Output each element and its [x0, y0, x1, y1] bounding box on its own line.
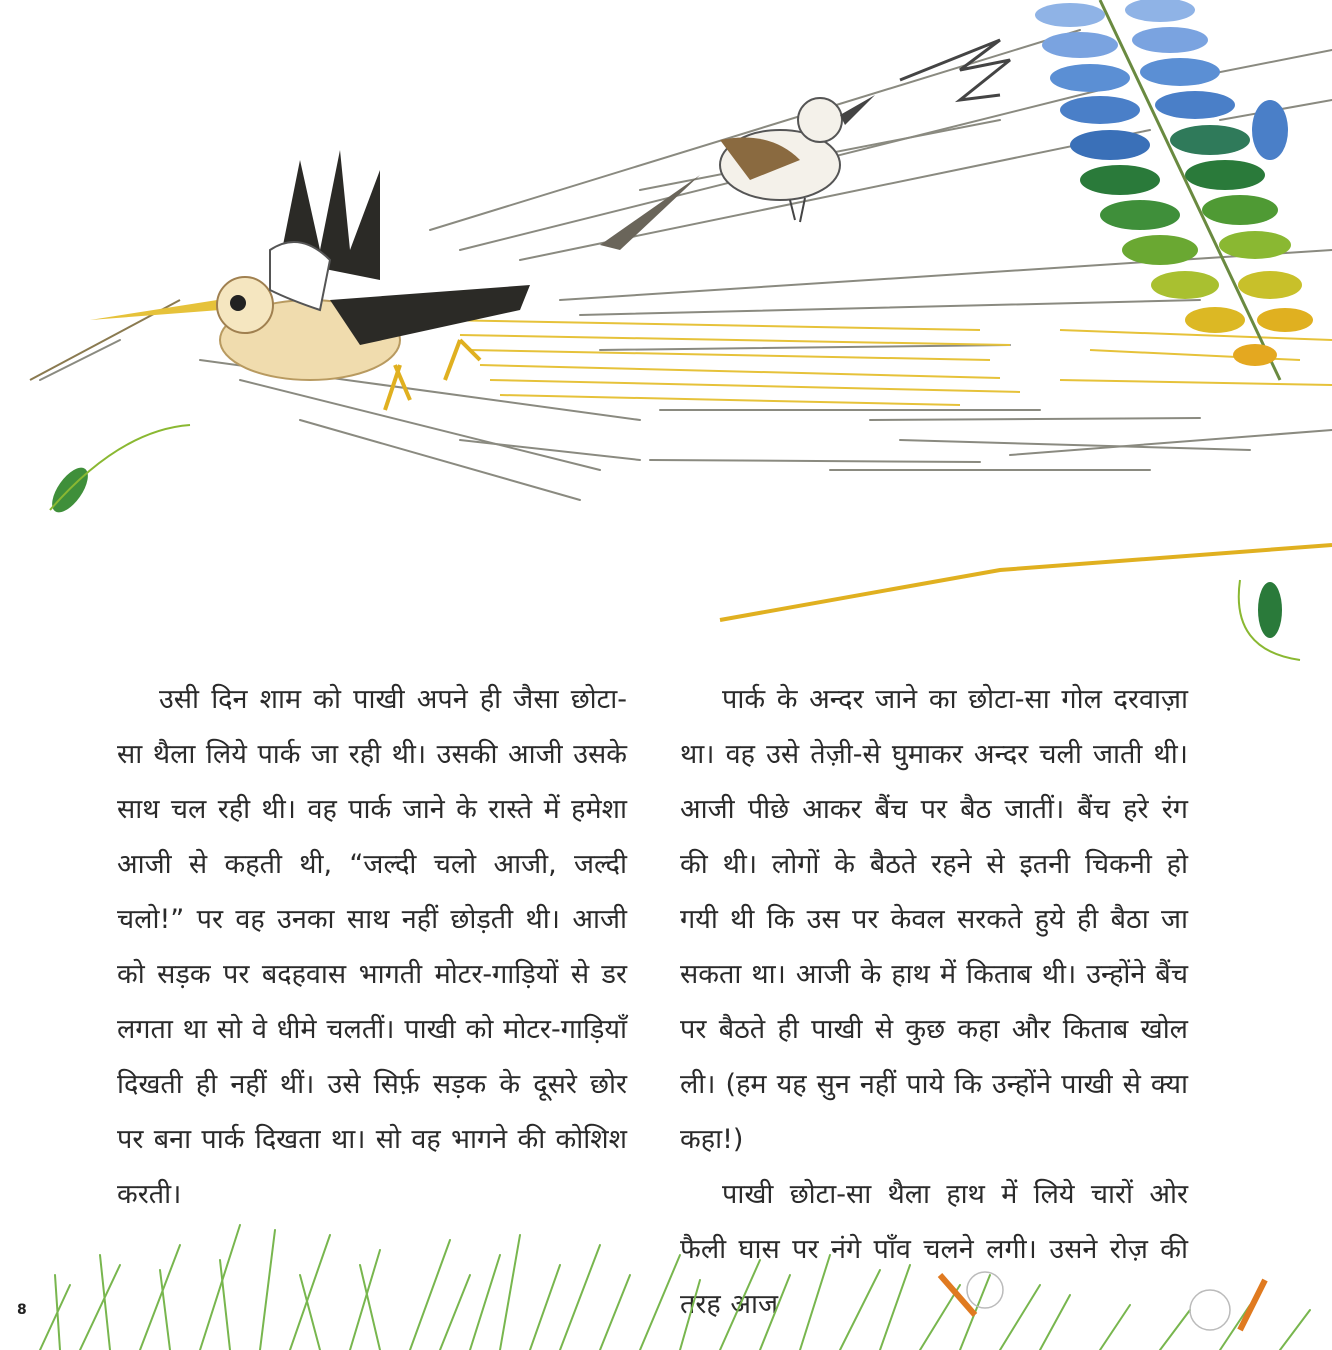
page-number: 8 [17, 1302, 27, 1318]
paragraph: उसी दिन शाम को पाखी अपने ही जैसा छोटा-सा थैला लिये पार्क जा रही थी। उसकी आजी उसके साथ चल रही थी। वह पार्क जाने के रास्ते में हमेशा आजी से कहती थी, “जल्दी चलो आजी, जल्दी चलो!” पर वह उनका साथ नहीं छोड़ती थी। आजी को सड़क पर बदहवास भागती मोटर-गाड़ियों से डर लगता था सो वे धीमे चलतीं। पाखी को मोटर-गाड़ियाँ दिखती ही नहीं थीं। उसे सिर्फ़ सड़क के दूसरे छोर पर बना पार्क दिखता था। सो वह भागने की कोशिश करती। [117, 684, 627, 1210]
grass-illustration [0, 1215, 1332, 1350]
leaf-branch [1035, 0, 1313, 380]
paragraph: पार्क के अन्दर जाने का छोटा-सा गोल दरवाज़ा था। वह उसे तेज़ी-से घुमाकर अन्दर चली जाती थी। आजी पीछे आकर बैंच पर बैठ जातीं। बैंच हरे रंग की थी। लोगों के बैठते रहने से इतनी चिकनी हो गयी थी कि उस पर केवल सरकते हुये ही बैठा जा सकता था। आजी के हाथ में किताब थी। उन्होंने बैंच पर बैठते ही पाखी से कुछ कहा और किताब खोल ली। (हम यह सुन नहीं पाये कि उन्होंने पाखी से क्या कहा!) [680, 684, 1188, 1155]
small-bird [600, 95, 875, 250]
flower-right [1190, 1280, 1265, 1330]
speed-lines [40, 30, 1332, 500]
grass-blades [40, 1225, 1310, 1350]
zigzag-mark [900, 40, 1010, 100]
leaf-mark-right [1258, 582, 1282, 638]
yellow-trails [440, 320, 1332, 405]
text-column-left [117, 672, 627, 1222]
paragraph: पाखी छोटा-सा थैला हाथ में लिये चारों ओर फैली घास पर नंगे पाँव चलने लगी। उसने रोज़ की तरह आज [680, 1179, 1188, 1320]
hoopoe-bird [30, 150, 530, 410]
flower-left [940, 1272, 1003, 1315]
